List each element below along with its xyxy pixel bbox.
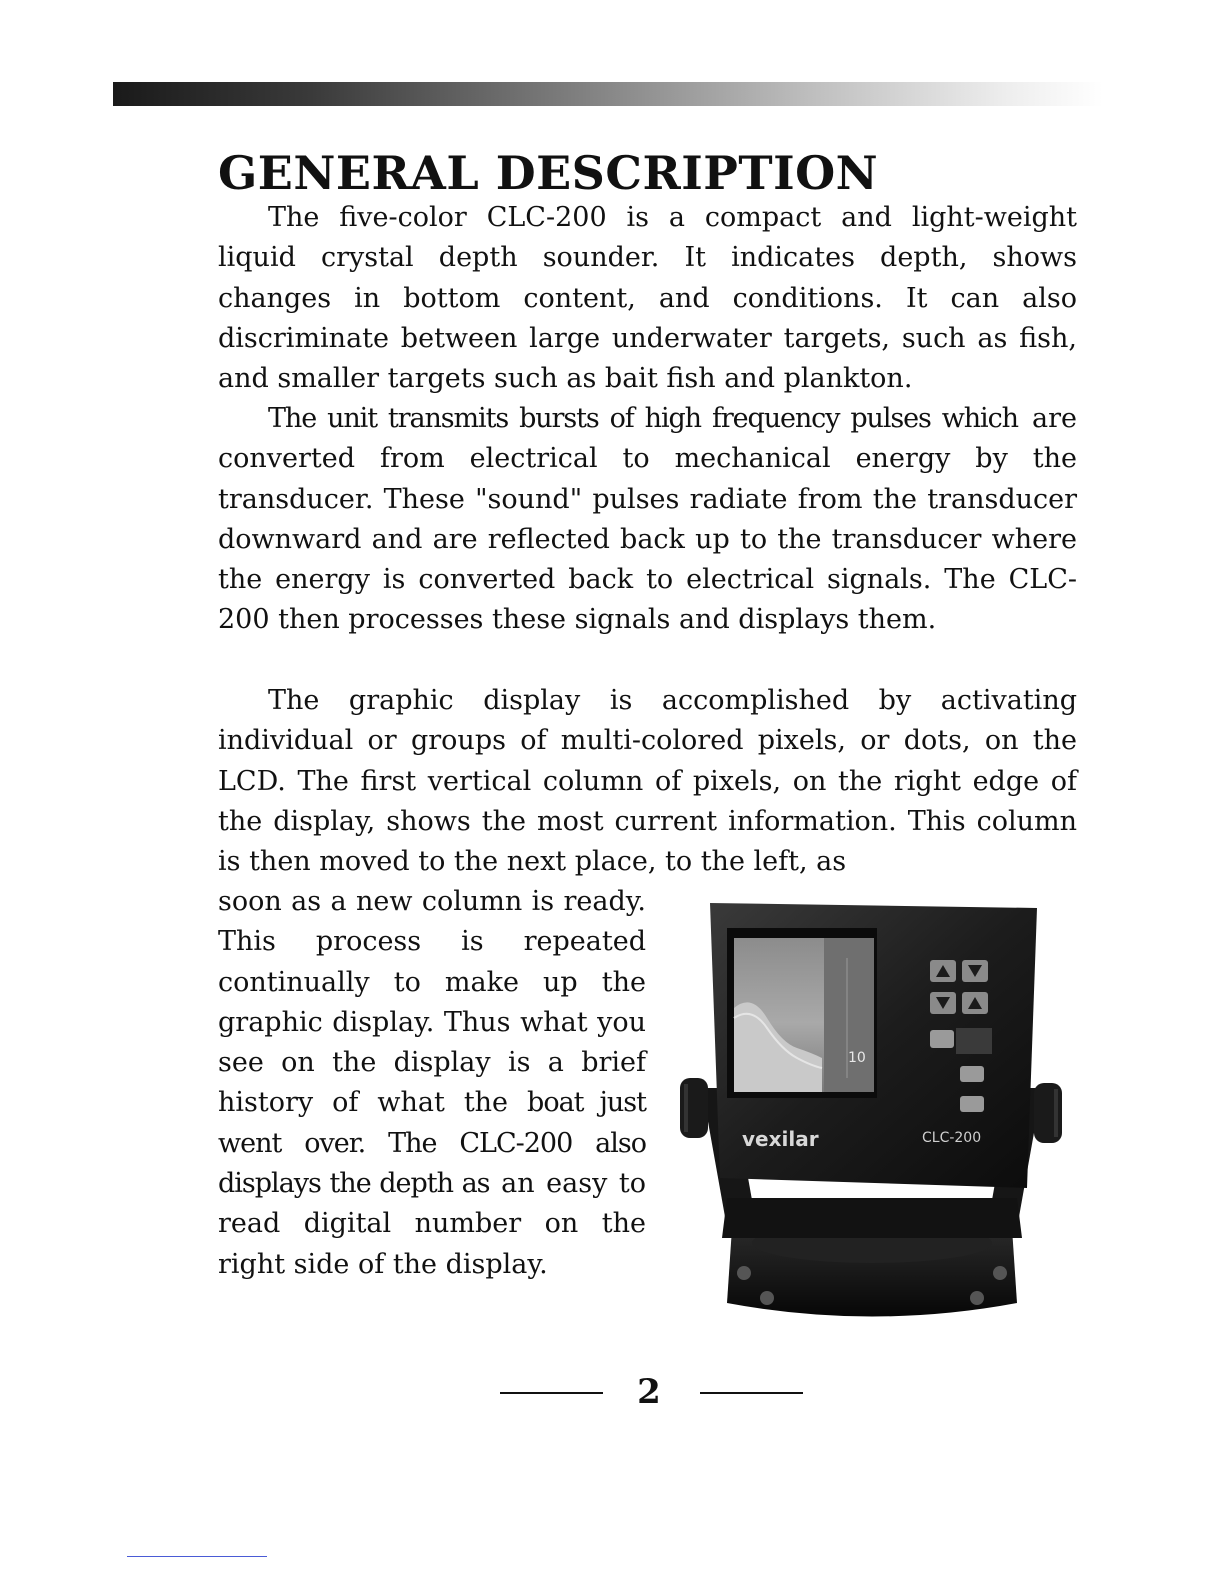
bottom-link-underline bbox=[127, 1556, 267, 1557]
button-legend bbox=[956, 1028, 992, 1054]
paragraph-graphic-display bbox=[218, 681, 1077, 882]
paragraph-continued-text-c: an easy to read digital number on the right side of the display. bbox=[218, 1168, 646, 1280]
paragraph-overview-text: The five-color CLC-200 is a compact and light-weight liquid crystal depth sounder. It indicates depth, shows changes in bottom content, and conditions. It can also discriminate between large underwater targets, such as fish, and smaller targets such as bait fish and plankton. bbox=[218, 202, 1077, 395]
model-label: CLC-200 bbox=[922, 1130, 982, 1146]
mounting-knob-left bbox=[680, 1078, 708, 1138]
page-number: 2 bbox=[637, 1372, 661, 1412]
paragraph-graphic-display-text: The graphic display is accomplished by activating individual or groups of multi-colored pixels, or dots, on the LCD. The first vertical column of pixels, on the right edge of the display, shows the most current information. This column is then moved to the next place, to the left, as bbox=[218, 685, 1077, 878]
zoom-button bbox=[960, 1066, 984, 1082]
mounting-knob-right bbox=[1034, 1083, 1062, 1143]
paragraph-continued-text-b: boat just went over. The CLC-200 also displays the depth as bbox=[218, 1087, 646, 1200]
paragraph-transducer-first-line: The unit transmits bursts of high frequency pulses which bbox=[268, 403, 1018, 434]
depth-readout: 10 bbox=[848, 1050, 866, 1066]
paragraph-overview bbox=[218, 198, 1077, 399]
paragraph-transducer bbox=[218, 399, 1077, 641]
footer-rule-right bbox=[700, 1392, 803, 1394]
menu-button bbox=[930, 1030, 954, 1048]
footer-rule-left bbox=[500, 1392, 603, 1394]
paragraph-continued-text-a: soon as a new column is ready. This process is repeated continually to make up the graphic display. Thus what you see on the display is a brief history of what the bbox=[218, 886, 646, 1119]
section-title: GENERAL DESCRIPTION bbox=[218, 146, 879, 200]
paragraph-transducer-text: are converted from electrical to mechanical energy by the transducer. These "sound" pulses radiate from the transducer downward and are reflected back up to the transducer where the energy is converted back to electrical signals. The CLC-200 then processes these signals and displays them. bbox=[218, 403, 1077, 636]
page-footer bbox=[0, 1370, 1225, 1414]
lcd-screen bbox=[734, 938, 874, 1092]
depth-sounder-photo bbox=[672, 898, 1072, 1330]
header-gradient-bar bbox=[113, 82, 1103, 106]
power-button bbox=[960, 1096, 984, 1112]
paragraph-graphic-display-continued bbox=[218, 882, 646, 1285]
brand-logo: vexilar bbox=[742, 1127, 819, 1151]
